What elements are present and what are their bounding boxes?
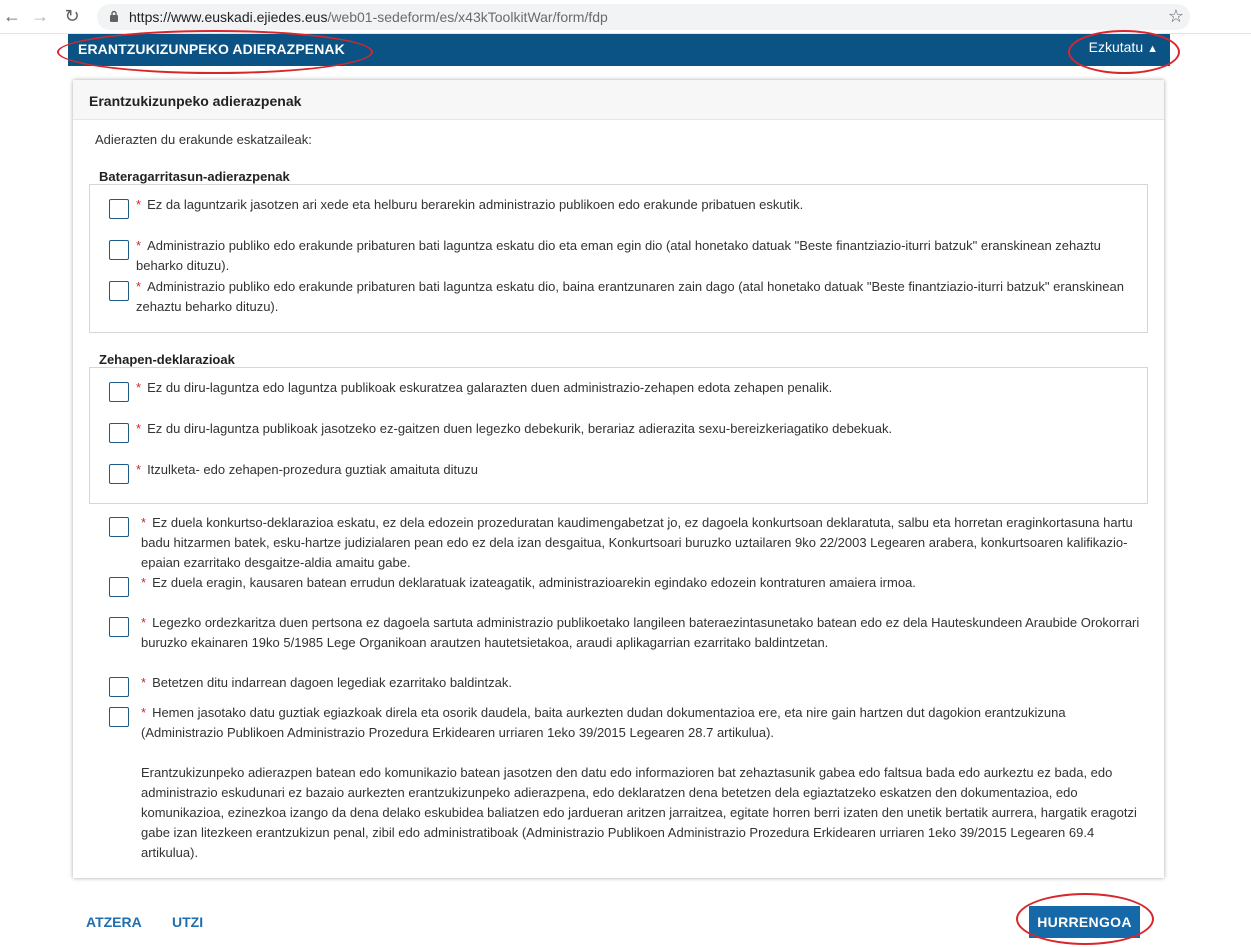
compat-checkbox-2[interactable] (109, 240, 129, 260)
address-bar[interactable] (97, 4, 1190, 30)
collapse-toggle[interactable]: Ezkutatu ▲ (1088, 39, 1158, 55)
required-mark: * (136, 380, 142, 395)
bookmark-star-icon[interactable]: ☆ (1167, 6, 1184, 26)
next-button[interactable]: HURRENGOA (1029, 906, 1140, 938)
required-mark: * (141, 615, 147, 630)
forward-arrow-icon[interactable]: → (31, 6, 49, 26)
cancel-link[interactable]: UTZI (172, 914, 204, 930)
sanction-group: * Ez du diru-laguntza edo laguntza publikoak eskuratzea galarazten duen administrazio-zehapen edota zehapen penalik. * Ez du diru-laguntza publikoak jasotzeko ez-gaitzen duen legezko debekurik, berariaz adierazita sexu-bereizkeriagatiko debekuak. * Itzulketa- edo zehapen-prozedura guztiak amaituta dituzu (89, 367, 1148, 504)
intro-text: Adierazten du erakunde eskatzaileak: (95, 132, 312, 147)
compat-section-title: Bateragarritasun-adierazpenak (99, 169, 290, 184)
sanction-checkbox-3[interactable] (109, 464, 129, 484)
declarations-panel: Erantzukizunpeko adierazpenak Adierazten du erakunde eskatzaileak: Bateragarritasun-adierazpenak * Ez da laguntzarik jasotzen ari xede eta helburu berarekin administrazio publikoen edo erakunde pribatuen eskutik. * Administrazio publiko edo erakunde pribaturen bati laguntza eskatu dio eta eman egin dio (atal honetako datuak "Beste finantziazio-iturri batzuk" eranskinean zehaztu beharko dituzu). * Administrazio publiko edo erakunde pribaturen bati laguntza eskatu dio, baina erantzunaren zain dago (atal honetako datuak "Beste finantziazio-iturri batzuk" eranskinean zehaztu beharko dituzu). Zehapen-deklarazioak * Ez du diru-laguntza edo laguntza publikoak eskuratzea galarazten duen administrazio-zehapen edota zehapen penalik. * Ez du diru-laguntza publikoak jasotzeko ez-gaitzen duen legezko debekurik, berariaz adierazita sexu-bereizkeriagatiko debekuak. * Itzulketa- edo zehapen-prozedura guztiak amaituta dituzu * Ez duela konkurtso-deklarazioa eskatu, ez dela edozein prozeduratan kaudimengabetzat jo, ez dagoela konkurtsoan deklaratuta, salbu eta horretan eraginkortasuna hartu badu hitzarmen batek, esku-hartze judizialaren pean edo ez dela izan desgaitua, Konkurtsoari buruzko uztailaren 9ko 22/2003 Legearen arabera, konkurtsoaren kalifikazio-epaian ezarritako desgaitze-aldia amaitu gabe. * Ez duela eragin, kausaren batean errudun deklaratuak izateagatik, administrazioarekin egindako edozein kontraturen amaiera irmoa. * Legezko ordezkaritza duen pertsona ez dagoela sartuta administrazio publikoetako langileen bateraezintasunetako batean edo ez dela Hauteskundeen Araubide Orokorrari buruzko ekainaren 19ko 5/1985 Lege Organikoan arautzen hautetsietakoa, araudi aplikagarrian ezarritako baldintzetan. * Betetzen ditu indarrean dagoen legediak ezarritako baldintzak. * Hemen jasotako datu guztiak egiazkoak direla eta osorik daudela, baita aurkezten dudan dokumentazioa ere, eta nire gain hartzen dut dagokion erantzukizuna (Administrazio Publikoen Administrazio Prozedura Erkidearen urriaren 1eko 39/2015 Legearen 28.7 artikulua). Erantzukizunpeko adierazpen batean edo komunikazio batean jasotzen den datu edo informazioren bat zehaztasunik gabea edo faltsua bada edo aurkeztu ez bada, edo administrazio eskudunari ez bazaio aurkezten erantzukizunpeko adierazpena, edo deklaratzen dena betetzen dela egiaztatzeko eskatzen den dokumentazioa, edo komunikazioa, ezinezkoa izango da dena delako eskubidea baliatzen edo jardueran aritzen jarraitzea, egitate horren berri izaten den unetik bertatik aurrera, hargatik eragotzi gabe izan litezkeen erantzukizun penal, zibil edo administratiboak (Administrazio Publikoen Administrazio Prozedura Erkidearen urriaren 1eko 39/2015 Legearen 69.4 artikulua). (73, 80, 1164, 878)
compat-group: * Ez da laguntzarik jasotzen ari xede eta helburu berarekin administrazio publikoen edo erakunde pribatuen eskutik. * Administrazio publiko edo erakunde pribaturen bati laguntza eskatu dio eta eman egin dio (atal honetako datuak "Beste finantziazio-iturri batzuk" eranskinean zehaztu beharko dituzu). * Administrazio publiko edo erakunde pribaturen bati laguntza eskatu dio, baina erantzunaren zain dago (atal honetako datuak "Beste finantziazio-iturri batzuk" eranskinean zehaztu beharko dituzu). (89, 184, 1148, 333)
lock-icon (109, 10, 119, 22)
required-mark: * (136, 462, 142, 477)
required-mark: * (136, 279, 142, 294)
required-mark: * (136, 238, 142, 253)
panel-header (73, 80, 1164, 120)
compat-checkbox-1[interactable] (109, 199, 129, 219)
required-mark: * (141, 675, 147, 690)
reload-icon[interactable]: ↻ (64, 6, 80, 26)
required-mark: * (141, 575, 147, 590)
required-mark: * (136, 421, 142, 436)
declaration-checkbox-3[interactable] (109, 617, 129, 637)
closing-paragraph: Erantzukizunpeko adierazpen batean edo komunikazio batean jasotzen den datu edo informazioren bat zehaztasunik gabea edo faltsua bada edo aurkeztu ez bada, edo administrazio eskudunari ez bazaio aurkezten erantzukizunpeko adierazpena, edo deklaratzen dena betetzen dela egiaztatzeko eskatzen den dokumentazioa, edo komunikazioa, ezinezkoa izango da dena delako eskubidea baliatzen edo jardueran aritzen jarraitzea, egitate horren berri izaten den unetik bertatik aurrera, hargatik eragotzi gabe izan litezkeen erantzukizun penal, zibil edo administratiboak (Administrazio Publikoen Administrazio Prozedura Erkidearen urriaren 1eko 39/2015 Legearen 69.4 artikulua). (141, 765, 1137, 860)
required-mark: * (141, 515, 147, 530)
url-text: https://www.euskadi.ejiedes.eus/web01-sedeform/es/x43kToolkitWar/form/fdp (129, 9, 608, 25)
compat-checkbox-3[interactable] (109, 281, 129, 301)
panel-title: Erantzukizunpeko adierazpenak (89, 93, 302, 109)
declaration-checkbox-1[interactable] (109, 517, 129, 537)
sanction-checkbox-1[interactable] (109, 382, 129, 402)
chevron-up-icon: ▲ (1147, 43, 1158, 55)
required-mark: * (141, 705, 147, 720)
sanction-checkbox-2[interactable] (109, 423, 129, 443)
declaration-checkbox-4[interactable] (109, 677, 129, 697)
browser-toolbar (0, 0, 1251, 34)
declaration-checkbox-2[interactable] (109, 577, 129, 597)
back-link[interactable]: ATZERA (86, 914, 142, 930)
declaration-checkbox-5[interactable] (109, 707, 129, 727)
back-arrow-icon[interactable]: ← (3, 6, 21, 26)
section-header (68, 34, 1170, 66)
section-title: ERANTZUKIZUNPEKO ADIERAZPENAK (78, 41, 345, 57)
required-mark: * (136, 197, 142, 212)
sanction-section-title: Zehapen-deklarazioak (99, 352, 235, 367)
